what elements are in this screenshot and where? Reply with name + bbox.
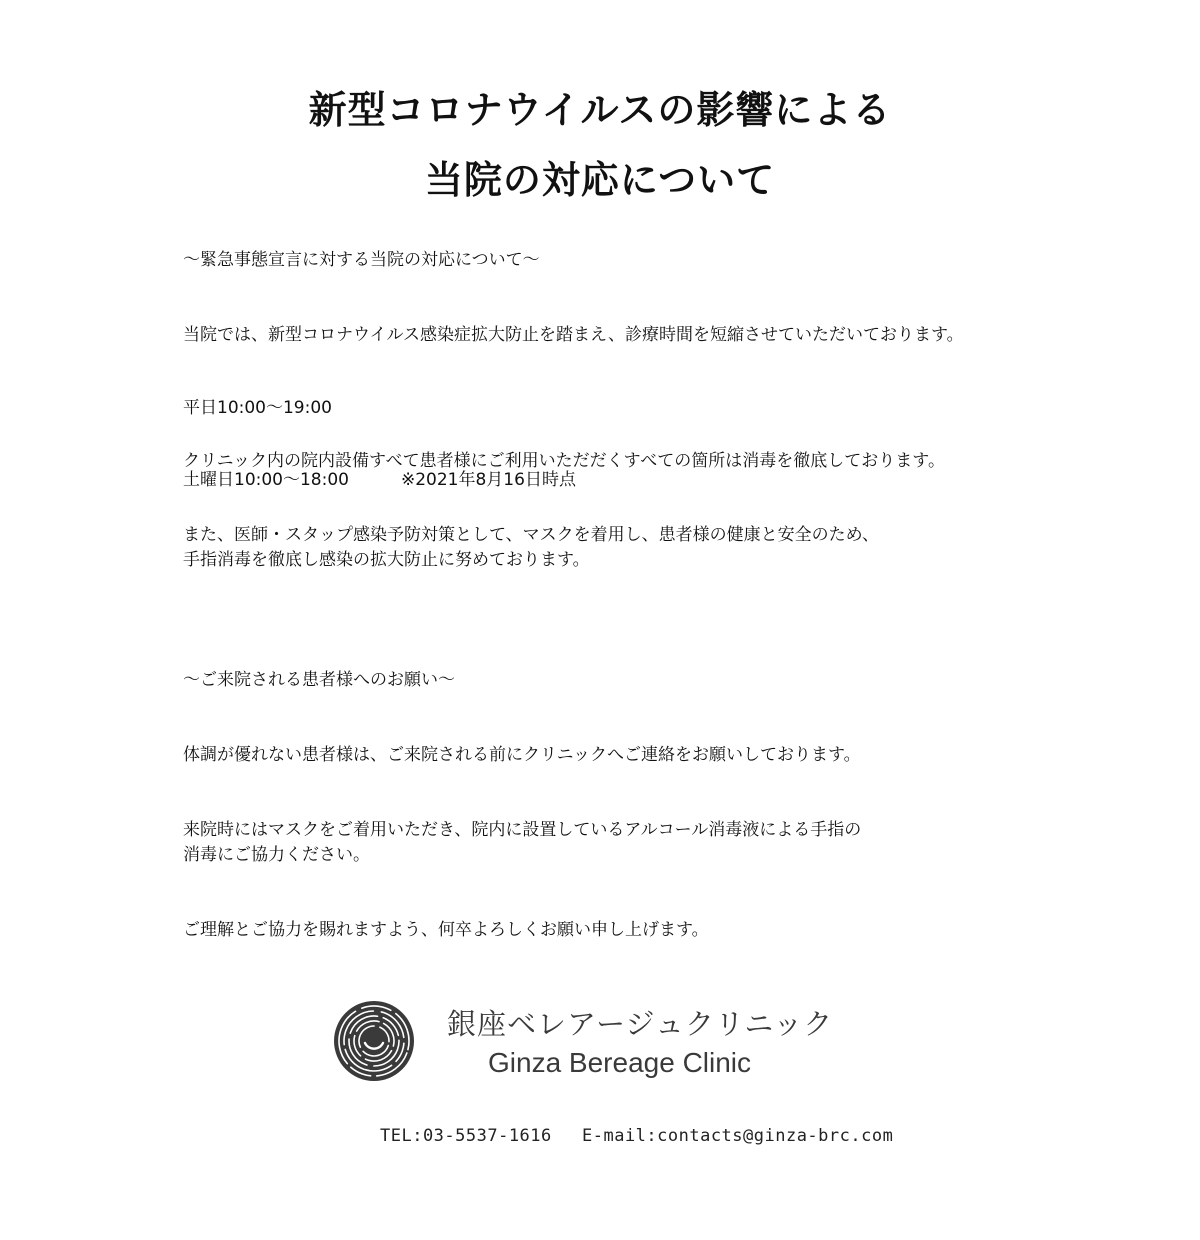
hours-note: ※2021年8月16日時点 <box>400 470 576 490</box>
business-hours <box>183 348 576 516</box>
contact-email: E-mail:contacts@ginza-brc.com <box>582 1126 894 1146</box>
hours-weekday: 平日10:00～19:00 <box>183 398 332 418</box>
section1-intro: 当院では、新型コロナウイルス感染症拡大防止を踏まえ、診療時間を短縮させていただいております。 <box>183 325 964 345</box>
mask-request-line1: 来院時にはマスクをご着用いただき、院内に設置しているアルコール消毒液による手指の <box>183 820 862 840</box>
staff-measures-line2: 手指消毒を徹底し感染の拡大防止に努めております。 <box>183 550 590 570</box>
contact-request: 体調が優れない患者様は、ご来院される前にクリニックへご連絡をお願いしております。 <box>183 745 861 765</box>
page-title-line2: 当院の対応について <box>424 158 776 202</box>
section1-heading: ～緊急事態宣言に対する当院の対応について～ <box>183 250 540 270</box>
staff-measures-line1: また、医師・スタップ感染予防対策として、マスクを着用し、患者様の健康と安全のため、 <box>183 525 879 545</box>
contact-phone: TEL:03-5537-1616 <box>380 1126 552 1146</box>
section2-heading: ～ご来院される患者様へのお願い～ <box>183 670 455 690</box>
clinic-name-english: Ginza Bereage Clinic <box>488 1047 752 1078</box>
clinic-logo-icon <box>334 1001 414 1081</box>
disinfection-notice: クリニック内の院内設備すべて患者様にご利用いただだくすべての箇所は消毒を徹底しております。 <box>183 451 945 471</box>
clinic-name-japanese: 銀座ベレアージュクリニック <box>447 1007 834 1041</box>
mask-request-line2: 消毒にご協力ください。 <box>183 845 370 865</box>
closing-message: ご理解とご協力を賜れますよう、何卒よろしくお願い申し上げます。 <box>183 920 709 940</box>
page-title-line1: 新型コロナウイルスの影響による <box>308 88 892 132</box>
hours-saturday: 土曜日10:00～18:00 <box>183 470 349 490</box>
